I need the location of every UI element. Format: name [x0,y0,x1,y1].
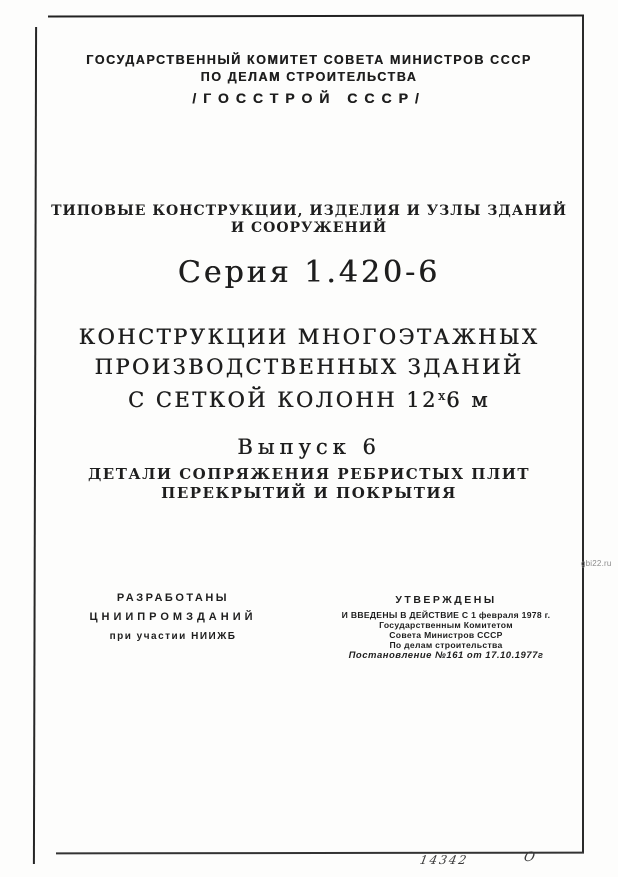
developer-participant: при участии НИИЖБ [109,631,237,642]
issue-subtitle-line1: ДЕТАЛИ СОПРЯЖЕНИЯ РЕБРИСТЫХ ПЛИТ [87,465,531,483]
approved-effective-date: И ВВЕДЕНЫ В ДЕЙСТВИЕ С 1 февраля 1978 г. [341,610,551,620]
committee-name-line1: ГОСУДАРСТВЕННЫЙ КОМИТЕТ СОВЕТА МИНИСТРОВ СССР [86,53,532,67]
kicker-line1: ТИПОВЫЕ КОНСТРУКЦИИ, ИЗДЕЛИЯ И УЗЛЫ ЗДАНИЙ [51,203,567,219]
issue-title: Выпуск 6 [237,435,381,459]
issue-subtitle [36,465,582,503]
issue-block [36,435,582,503]
grid-size-multiplier: х [437,389,447,404]
developed-by-block [66,592,280,642]
committee-name-line2: ПО ДЕЛАМ СТРОИТЕЛЬСТВА [200,70,418,84]
gosstroy-label: /ГОССТРОЙ СССР/ [192,90,426,106]
series-title: Серия 1.420-6 [177,255,441,290]
main-title-block [36,322,582,415]
grid-size-suffix: 6 м [446,388,491,412]
main-title-line3 [36,382,582,415]
grid-size-prefix: С СЕТКОЙ КОЛОНН 12 [127,388,438,412]
approved-decree: Постановление №161 от 17.10.1977г [348,650,544,661]
developer-name: ЦНИИПРОМЗДАНИЙ [89,611,257,623]
kicker-line2: И СООРУЖЕНИЙ [230,220,388,236]
approved-authority-line3: По делам строительства [389,640,503,650]
issue-subtitle-line2: ПЕРЕКРЫТИЙ И ПОКРЫТИЯ [161,484,457,502]
approved-authority-line2: Совета Министров СССР [389,630,503,640]
approved-label: УТВЕРЖДЕНЫ [395,594,497,606]
handwritten-inventory-number: 14342 [418,853,470,867]
series-block [36,255,582,290]
frame-bottom-border [56,852,584,855]
approved-authority-line1: Государственным Комитетом [379,620,513,630]
kicker-block [36,203,582,237]
committee-header [36,52,582,106]
main-title-line1: КОНСТРУКЦИИ МНОГОЭТАЖНЫХ [78,325,540,349]
main-title-line2: ПРОИЗВОДСТВЕННЫХ ЗДАНИЙ [94,355,524,379]
approved-by-block [324,594,568,661]
frame-top-border [48,15,584,18]
handwritten-letter-mark: О [522,850,536,865]
frame-right-border [582,16,584,853]
developed-label: РАЗРАБОТАНЫ [116,592,230,604]
watermark: gbi22.ru [581,559,612,568]
